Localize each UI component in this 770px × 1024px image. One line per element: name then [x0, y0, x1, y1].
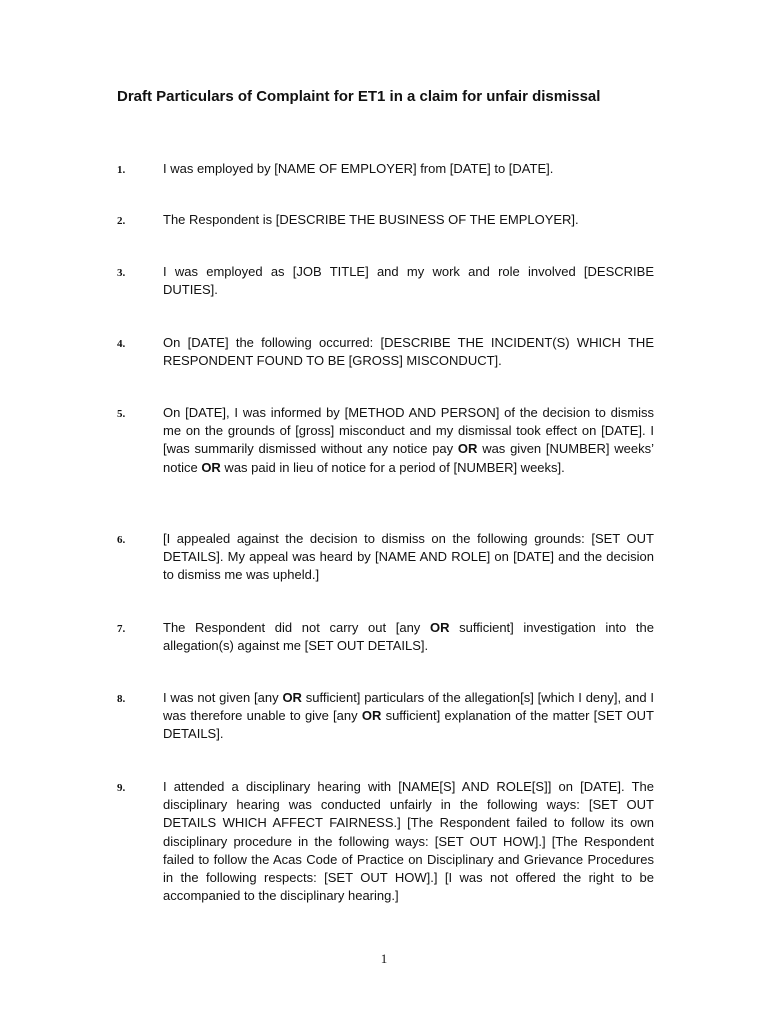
paragraph-number: 6. — [117, 534, 126, 546]
paragraph-text: [I appealed against the decision to dismiss on the following grounds: [SET OUT DETAILS]. My appeal was heard by [NAME AND ROLE] on [DATE] and the decision to dismiss me was upheld.] — [163, 531, 654, 583]
paragraph-text: On [DATE] the following occurred: [DESCRIBE THE INCIDENT(S) WHICH THE RESPONDENT FOUND TO BE [GROSS] MISCONDUCT]. — [163, 335, 654, 369]
paragraph-text: I was employed as [JOB TITLE] and my work and role involved [DESCRIBE DUTIES]. — [163, 264, 654, 298]
document-title: Draft Particulars of Complaint for ET1 in a claim for unfair dismissal — [117, 88, 601, 105]
paragraph-number: 8. — [117, 693, 126, 705]
or-keyword: OR — [282, 690, 302, 705]
or-keyword: OR — [201, 459, 221, 475]
paragraph-number: 2. — [117, 215, 126, 227]
paragraph-text: I was not given [any OR sufficient] particulars of the allegation[s] [which I deny], and I was therefore unable to give [any OR sufficient] explanation of the matter [SET OUT DETAILS]. — [163, 690, 655, 742]
or-keyword: OR — [457, 441, 478, 457]
paragraph-text: The Respondent is [DESCRIBE THE BUSINESS OF THE EMPLOYER]. — [163, 212, 579, 227]
page-number: 1 — [380, 951, 388, 966]
paragraph-text: I was employed by [NAME OF EMPLOYER] from [DATE] to [DATE]. — [163, 161, 554, 176]
paragraph-number: 5. — [117, 408, 126, 420]
paragraph-number: 4. — [117, 338, 126, 350]
paragraph-text: The Respondent did not carry out [any OR sufficient] investigation into the allegation(s) against me [SET OUT DETAILS]. — [163, 620, 654, 654]
or-keyword: OR — [429, 620, 450, 635]
paragraph-number: 9. — [117, 782, 126, 794]
paragraph-number: 3. — [117, 267, 126, 279]
paragraph-text: On [DATE], I was informed by [METHOD AND PERSON] of the decision to dismiss me on the grounds of [gross] misconduct and my dismissal took effect on [DATE]. I [was summarily dismissed without any notice pay OR was given [NUMBER] weeks’ notice OR was paid in lieu of notice for a period of [NUMBER] weeks]. — [163, 405, 654, 475]
or-keyword: OR — [361, 708, 382, 724]
paragraph-number: 7. — [117, 623, 126, 635]
paragraph-text: I attended a disciplinary hearing with [NAME[S] AND ROLE[S]] on [DATE]. The disciplinary hearing was conducted unfairly in the following ways: [SET OUT DETAILS WHICH AFFECT FAIRNESS.] [The Respondent failed to follow its own disciplinary procedure in the following ways: [SET OUT HOW].] [The Respondent failed to follow the Acas Code of Practice on Disciplinary and Grievance Procedures in the following respects: [SET OUT HOW].] [I was not offered the right to be accompanied to the disciplinary hearing.] — [163, 779, 654, 904]
paragraph-number: 1. — [117, 164, 126, 176]
